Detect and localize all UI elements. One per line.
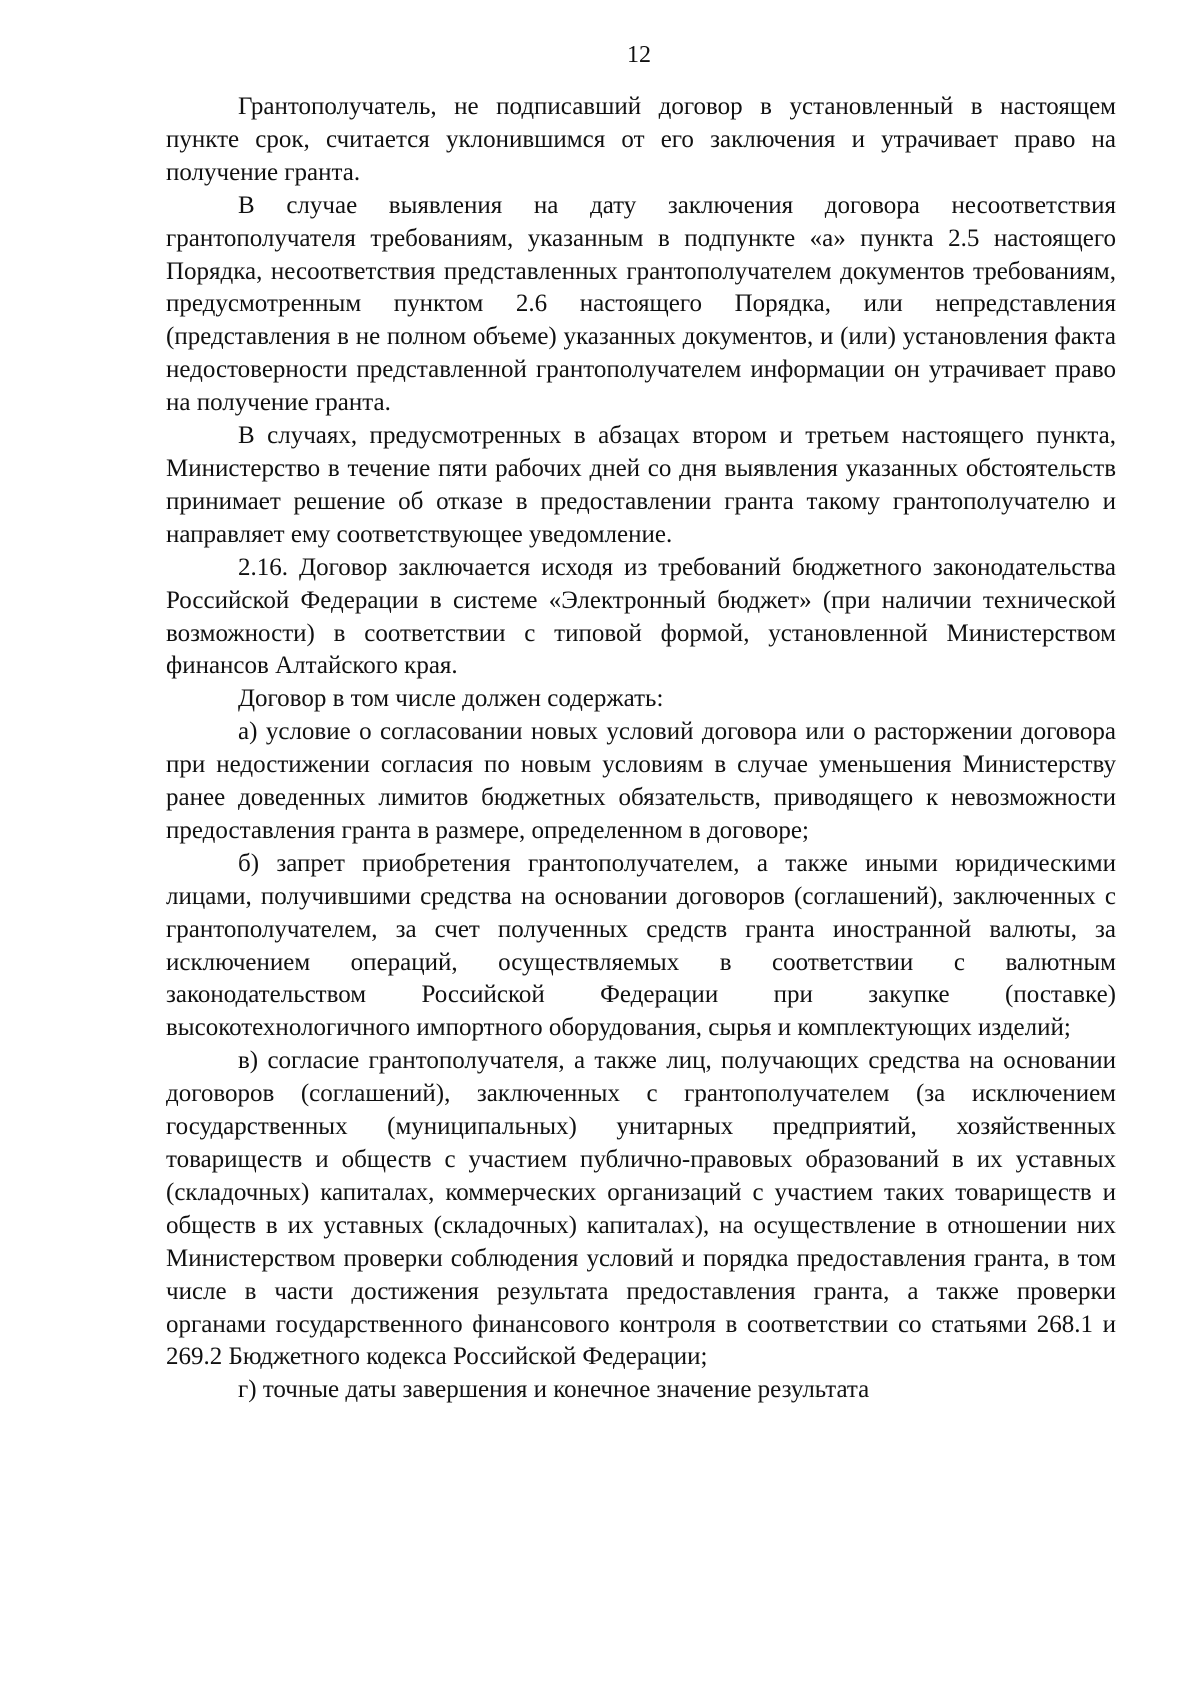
paragraph-refusal-to-sign: Грантополучатель, не подписавший договор в установленный в настоящем пункте срок, считается уклонившимся от его заключения и утрачивает право на получение гранта. [166, 93, 1116, 186]
list-item-b: б) запрет приобретения грантополучателем, а также иными юридическими лицами, получившими средства на основании договоров (соглашений), заключенных с грантополучателем, за счет полученных средств гранта иностранной валюты, за исключением операций, осуществляемых в соответствии с валютным законодательством Российской Федерации при закупке (поставке) высокотехнологичного импортного оборудования, сырья и комплектующих изделий; [166, 849, 1116, 1042]
list-item-v: в) согласие грантополучателя, а также лиц, получающих средства на основании договоров (соглашений), заключенных с грантополучателем (за исключением государственных (муниципальных) унитарных предприятий, хозяйственных товариществ и обществ с участием публично-правовых образований в их уставных (складочных) капиталах, коммерческих организаций с участием таких товариществ и обществ в их уставных (складочных) капиталах), на осуществление в отношении них Министерством проверки соблюдения условий и порядка предоставления гранта, в том числе в части достижения результата предоставления гранта, а также проверки органами государственного финансового контроля в соответствии со статьями 268.1 и 269.2 Бюджетного кодекса Российской Федерации; [166, 1047, 1116, 1371]
page-number: 12 [627, 42, 651, 68]
list-item-g: г) точные даты завершения и конечное значение результата [238, 1376, 870, 1404]
list-item-a: а) условие о согласовании новых условий договора или о расторжении договора при недостижении согласия по новым условиям в случае уменьшения Министерству ранее доведенных лимитов бюджетных обязательств, приводящего к невозможности предоставления гранта в размере, определенном в договоре; [166, 718, 1116, 844]
document-body [166, 91, 1116, 1407]
paragraph-refusal-decision: В случаях, предусмотренных в абзацах втором и третьем настоящего пункта, Министерство в течение пяти рабочих дней со дня выявления указанных обстоятельств принимает решение об отказе в предоставлении гранта такому грантополучателю и направляет ему соответствующее уведомление. [166, 422, 1116, 548]
paragraph-2-16: 2.16. Договор заключается исходя из требований бюджетного законодательства Российской Федерации в системе «Электронный бюджет» (при наличии технической возможности) в соответствии с типовой формой, установленной Министерством финансов Алтайского края. [166, 553, 1116, 680]
paragraph-contract-contents: Договор в том числе должен содержать: [238, 685, 664, 713]
paragraph-nonconformity: В случае выявления на дату заключения договора несоответствия грантополучателя требованиям, указанным в подпункте «а» пункта 2.5 настоящего Порядка, несоответствия представленных грантополучателем документов требованиям, предусмотренным пунктом 2.6 настоящего Порядка, или непредставления (представления в не полном объеме) указанных документов, и (или) установления факта недостоверности представленной грантополучателем информации он утрачивает право на получение гранта. [166, 191, 1116, 417]
